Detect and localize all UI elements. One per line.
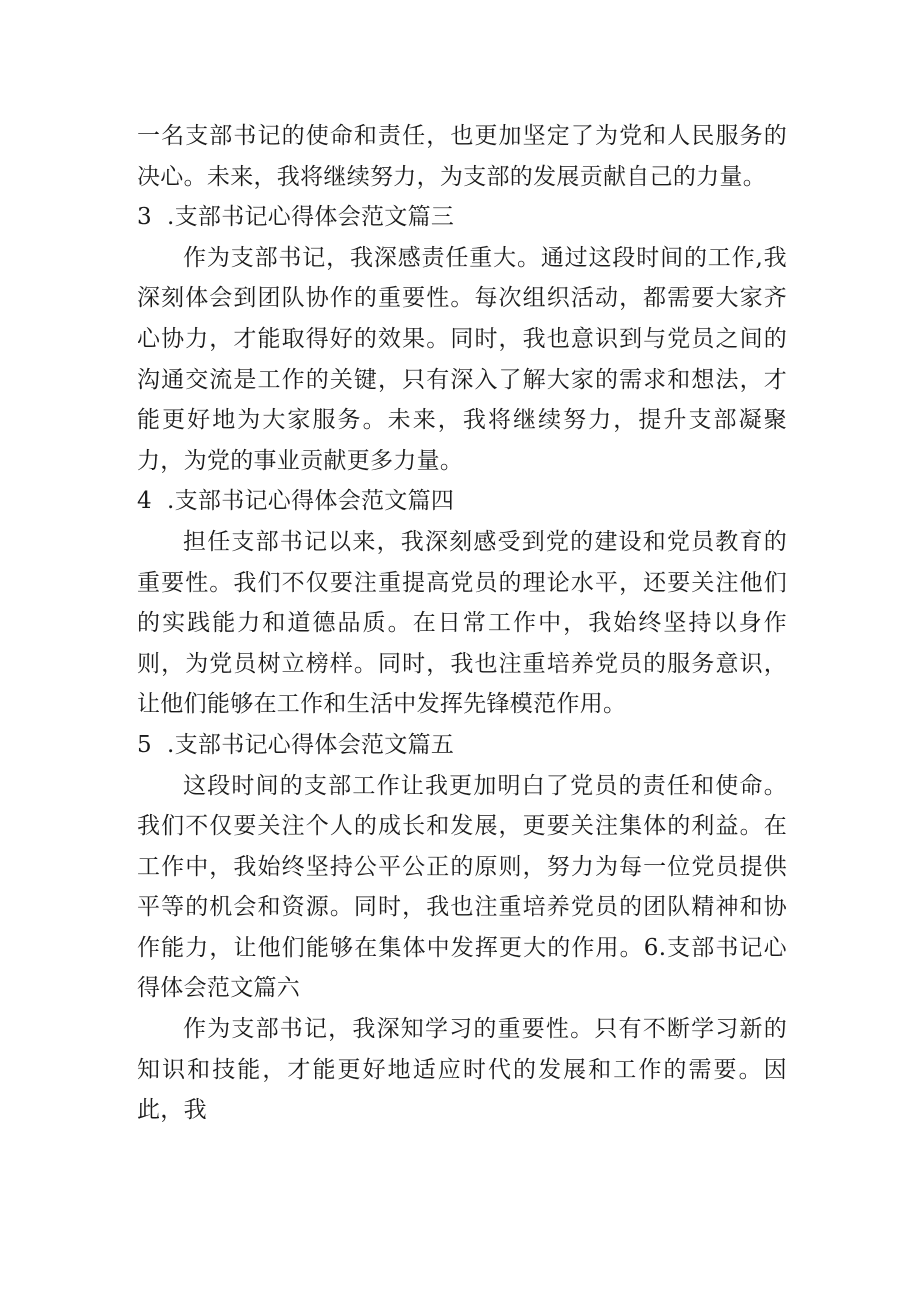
paragraph-section-3: 作为支部书记，我深感责任重大。通过这段时间的工作,我深刻体会到团队协作的重要性。每次组织活动，都需要大家齐心协力，才能取得好的效果。同时，我也意识到与党员之间的沟通交流是工作的关键，只有深入了解大家的需求和想法，才能更好地为大家服务。未来，我将继续努力，提升支部凝聚力，为党的事业贡献更多力量。 <box>137 244 787 474</box>
section-heading-4 <box>137 481 787 522</box>
paragraph-continuation: 一名支部书记的使命和责任，也更加坚定了为党和人民服务的决心。未来，我将继续努力，为支部的发展贡献自己的力量。 <box>137 123 787 190</box>
section-number: 3 <box>137 204 152 231</box>
section-title: .支部书记心得体会范文篇四 <box>167 488 455 515</box>
section-title: .支部书记心得体会范文篇三 <box>167 204 455 231</box>
paragraph-section-6: 作为支部书记，我深知学习的重要性。只有不断学习新的知识和技能，才能更好地适应时代的发展和工作的需要。因此，我 <box>137 1016 787 1124</box>
section-heading-5 <box>137 725 787 766</box>
paragraph-section-4: 担任支部书记以来，我深刻感受到党的建设和党员教育的重要性。我们不仅要注重提高党员的理论水平，还要关注他们的实践能力和道德品质。在日常工作中，我始终坚持以身作则，为党员树立榜样。同时，我也注重培养党员的服务意识，让他们能够在工作和生活中发挥先锋模范作用。 <box>137 528 787 718</box>
paragraph-section-5: 这段时间的支部工作让我更加明白了党员的责任和使命。我们不仅要关注个人的成长和发展，更要关注集体的利益。在工作中，我始终坚持公平公正的原则，努力为每一位党员提供平等的机会和资源。同时，我也注重培养党员的团队精神和协作能力，让他们能够在集体中发挥更大的作用。6.支部书记心得体会范文篇六 <box>137 772 787 1002</box>
section-number: 5 <box>137 731 152 758</box>
document-body <box>137 116 787 1131</box>
section-number: 4 <box>137 488 152 515</box>
section-heading-3 <box>137 197 787 238</box>
section-title: .支部书记心得体会范文篇五 <box>167 731 455 758</box>
